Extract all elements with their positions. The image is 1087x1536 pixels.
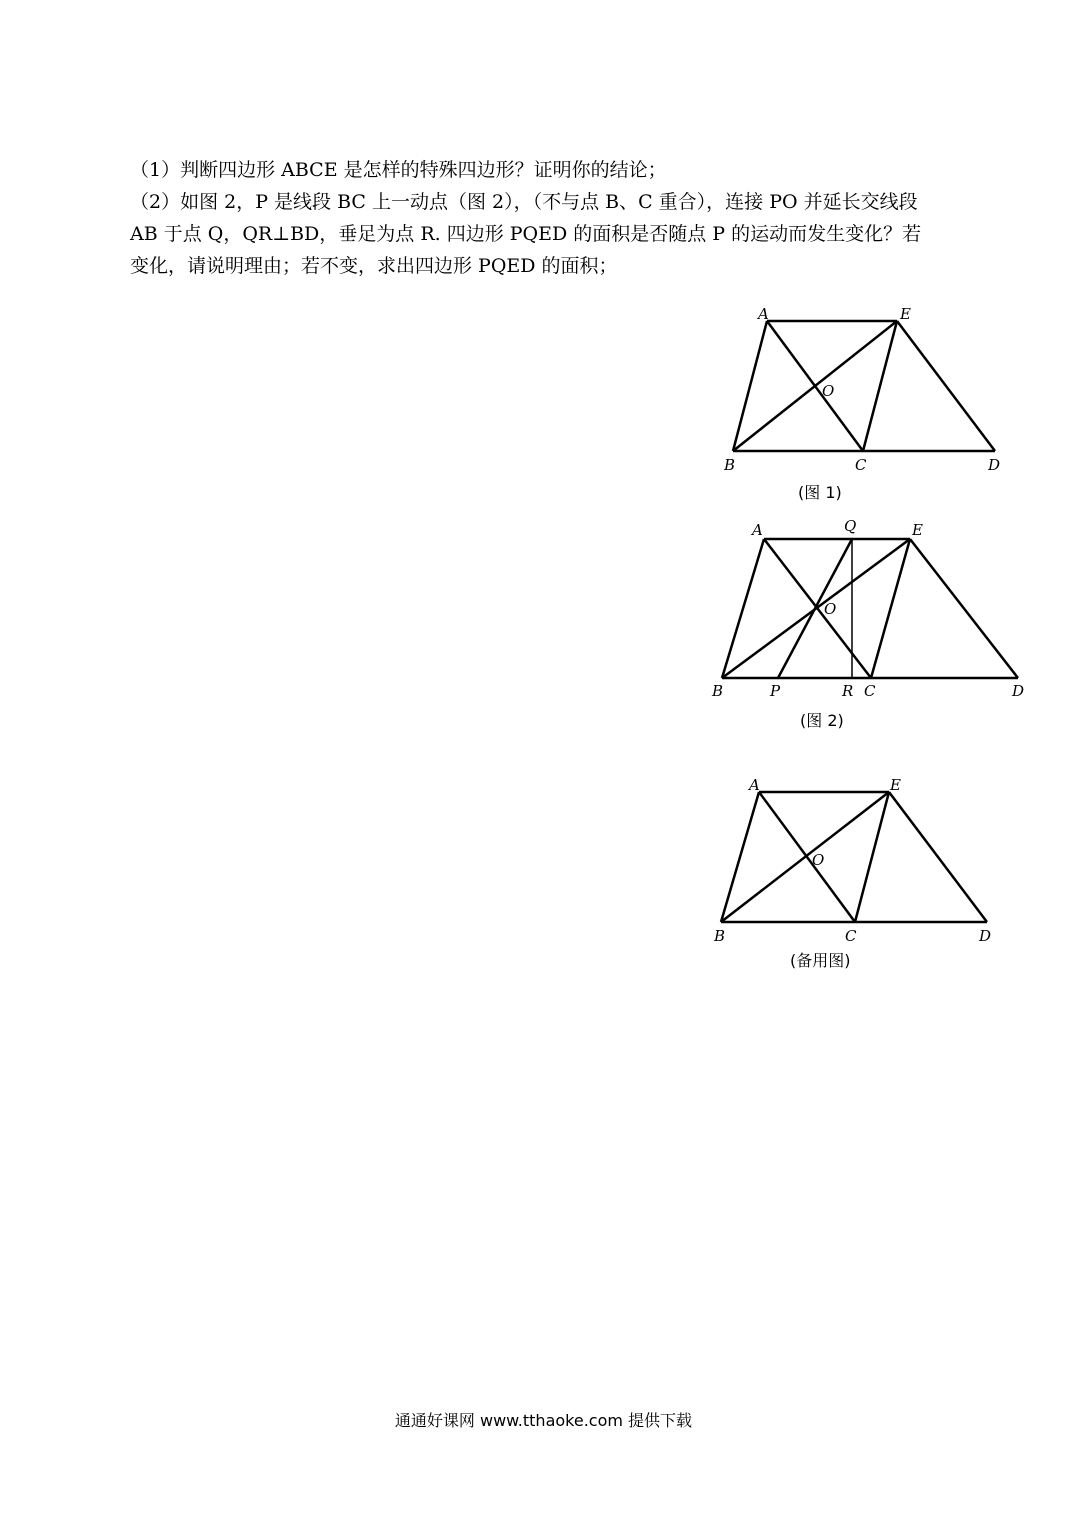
segment-PQ xyxy=(778,539,852,678)
label-B: B xyxy=(714,927,726,945)
segment-BE xyxy=(733,321,897,451)
label-C: C xyxy=(845,927,857,945)
label-C: C xyxy=(864,682,876,700)
segment-ED xyxy=(889,792,987,922)
label-C: C xyxy=(855,456,867,474)
segment-EC xyxy=(855,792,889,922)
label-B: B xyxy=(724,456,736,474)
label-E: E xyxy=(900,305,911,323)
figure-1 xyxy=(700,300,1040,510)
label-D: D xyxy=(988,456,1001,474)
question-part-2-line-1: （2）如图 2，P 是线段 BC 上一动点（图 2），（不与点 B、C 重合），连接 PO 并延长交线段 xyxy=(130,191,918,213)
label-A: A xyxy=(749,776,760,794)
label-E: E xyxy=(890,776,901,794)
question-part-1: （1）判断四边形 ABCE 是怎样的特殊四边形？证明你的结论； xyxy=(130,159,667,181)
label-R: R xyxy=(842,682,854,700)
label-O: O xyxy=(812,851,825,869)
figure-backup-caption: (备用图) xyxy=(790,951,851,970)
segment-ED xyxy=(910,539,1018,678)
question-part-2-line-3: 变化，请说明理由；若不变，求出四边形 PQED 的面积； xyxy=(130,255,618,277)
label-Q: Q xyxy=(844,517,857,535)
label-D: D xyxy=(979,927,992,945)
segment-EC xyxy=(871,539,910,678)
page-footer: 通通好课网 www.tthaoke.com 提供下载 xyxy=(394,1411,693,1430)
segment-BE xyxy=(721,792,889,922)
label-A: A xyxy=(752,521,763,539)
label-P: P xyxy=(770,682,781,700)
question-part-2-line-2: AB 于点 Q，QR⊥BD，垂足为点 R. 四边形 PQED 的面积是否随点 P 的运动而发生变化？若 xyxy=(130,223,922,245)
segment-ED xyxy=(897,321,995,451)
label-O: O xyxy=(824,600,837,618)
figure-1-caption: (图 1) xyxy=(798,483,842,502)
figure-2 xyxy=(700,510,1040,740)
segment-AB xyxy=(722,539,764,678)
figure-2-caption: (图 2) xyxy=(800,711,844,730)
label-D: D xyxy=(1012,682,1025,700)
label-O: O xyxy=(822,382,835,400)
figure-backup xyxy=(700,770,1040,980)
label-E: E xyxy=(912,521,923,539)
label-B: B xyxy=(712,682,724,700)
label-A: A xyxy=(758,305,769,323)
segment-AB xyxy=(733,321,767,451)
segment-AB xyxy=(721,792,759,922)
segment-EC xyxy=(863,321,897,451)
